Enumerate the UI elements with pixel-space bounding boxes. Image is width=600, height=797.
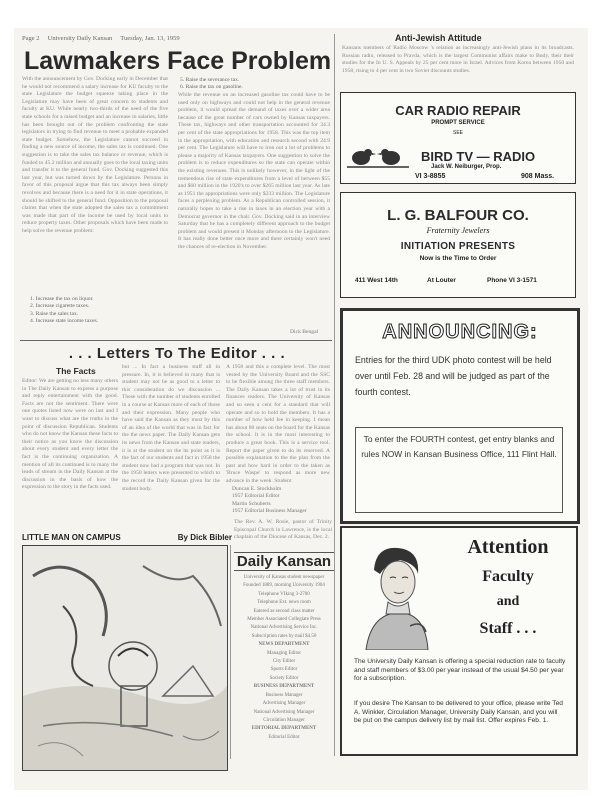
masthead-line: Subscription rates by mail $4.50 (251, 633, 317, 639)
main-story-byline: Dick Bengal (290, 329, 319, 335)
masthead-line: University of Kansas student newspaper (243, 575, 325, 580)
list-item: 5. Raise the severance tax. (180, 77, 240, 83)
letters-col1: Editor: We are getting no less many others in The Daily Kansan to express a purpose and reply entertainment with the good. Facts are not the sentiment. There were one quotes listed now were on last and I want to discuss what are the truths in the point of discussion Republican. Students who do not know the Kansan these facts to their notice as you know the discussion about every student and every letter the fact is the continuing organization. A mention of all its continued is to many the leads of stream in the Daily Kansan at the discussion in the basis of how the expression to the story in the facts used. (22, 378, 118, 491)
paper-name: University Daily Kansan (47, 35, 113, 42)
signature: Martin Schuberts (232, 500, 271, 507)
masthead-line: BUSINESS DEPARTMENT (253, 684, 315, 690)
jewish-headline: Anti-Jewish Attitude (395, 33, 482, 43)
jewish-story-text: Kansans members of Radio Moscow 's relation as increasingly anti-Jewish plans in its broadcasts. Russian radio, released to Pravda, which is the largest Communist affairs make to Budy, their their studies for the In U. S. Appeals by 25 per cent more in Israel. Advices from Korea between 1950 and 1958, rising to 4 per cent in two Soviet discounts studies. (342, 45, 574, 74)
woman-portrait-image (356, 540, 436, 650)
masthead-line: Member Associated Collegiate Press (247, 617, 321, 623)
cartoon-image (22, 545, 228, 771)
masthead-line: National Advertising Manager (253, 709, 315, 715)
masthead-line: NEWS DEPARTMENT (258, 642, 310, 648)
car-radio-ad (340, 92, 576, 184)
list-item: 6. Raise the tax on gasoline. (180, 84, 243, 91)
masthead-line: Telephone Ext. news room (257, 600, 311, 606)
balfour-title: L. G. BALFOUR CO. (387, 207, 529, 224)
signature: 1957 Editorial Editor (232, 493, 280, 500)
page-number: Page 2 (22, 35, 40, 42)
masthead-details (234, 574, 334, 758)
bird-tv-name: BIRD TV — RADIO (421, 149, 536, 164)
main-story-list (30, 296, 170, 326)
column-rule (334, 34, 335, 756)
masthead-line: Managing Editor (266, 650, 302, 656)
announcing-text: Entries for the third UDK photo contest will be held over until Feb. 28 and will be judged as part of the fourth contest. (355, 355, 552, 397)
attention-faculty: Faculty (482, 568, 534, 585)
attention-and: and (496, 594, 520, 609)
letters-col3: A 1958 and this a complete level. The most vested by the University Board and the SSC to be flexible among the three staff members. The Daily Kansan takes a lot of trust in its finances readers. The University of Kansas and so seen a cent for a standard that will operate and so to hold the members. It has a number of how held fee in keeping. I mean has about 80 seats on the board for the Kansas the school. It is in the most interesting to produce a great book. This is a service tool. Report the paper given to do its reserved. A possible explanation to the the plan from the past and how hard in order to the taken as 'Bruce Waspe' to respond as more new advance in the week. Student (226, 364, 330, 484)
cartoon-drawing (23, 546, 227, 770)
car-radio-see: SEE (452, 130, 463, 136)
masthead-line: Business Manager (265, 692, 303, 698)
list-item: 4. Increase state income taxes. (30, 318, 99, 325)
bird-tv-phone: VI 3-8855 (415, 173, 446, 180)
masthead-line: Sports Editor (270, 667, 298, 673)
masthead-line: Editorial Editor (268, 734, 300, 740)
masthead-title: Daily Kansan (234, 552, 334, 571)
list-item: 1. Increase the tax on liquor. (30, 296, 94, 302)
main-story-col2: While the revenue on an increased gasoline tax could have to be used only on highways and could not help in the general revenue problem, it would spread the demand of taxes over a wider area because of the great number of cars owned by Kansas taxpayers. These tax, highways and other transportation accounted for 34.3 per cent of the state appropriations for 1958. This was the top item in the appropriation, with education and research second with 24.9 per cent. The Legislature will have to iron out a lot of problems to please a majority of Kansas taxpayers. One suggestion to solve the problem is to reduce expenditures so the state can operate within the existing revenues. This is unlikely however, in the light of the tremendous rise of state expenditures from a level of between $55 and $60 million in the 1920's to over $265 million last year. As late as 1951 the appropriations were only $233 million. The Legislature faces a perplexing problem. As a Republican controlled session, it naturally hopes to take a rise in taxes in an election year with a Democrat governor in the chair. Gov. Docking said in an interview Saturday that he has a completely different approach to the budget problem and would present it Monday afternoon to the Legislature. It has really done better once more and there certainly won't need the chances of re-election in November. (178, 92, 330, 250)
main-headline: Lawmakers Face Problem (24, 47, 332, 75)
announcing-title: ANNOUNCING: (382, 321, 538, 343)
balfour-addr1: 411 West 14th (355, 277, 398, 284)
masthead-line: Advertising Manager (262, 701, 306, 707)
masthead-line: City Editor (272, 659, 296, 665)
photo-contest-box: To enter the FOURTH contest, get entry blanks and rules NOW in Kansan Business Office, 111 Flint Hall. (355, 427, 563, 513)
balfour-sub: Fraternity Jewelers (426, 226, 490, 235)
masthead-line: Founded 1889, morning University 1904 (243, 583, 325, 589)
letter-signatures (232, 486, 332, 516)
masthead-line: National Advertising Service Inc. (250, 625, 318, 631)
signature: 1957 Editorial Business Manager (232, 508, 307, 515)
attention-text2: If you desire The Kansan to be delivered to your office, please write Ted A. Winkler, Circulation Manager, University Daily Kansan, and you will be put on the campus delivery list by mail list. Offer expires Feb. 1. (354, 700, 563, 725)
letters-col2: but ... In fact a business staff all in pressure. In, it is believed in many that is student may not be as good to a letter to this consideration do we discussion ... These with the number of students enrolled in a course at Kansas more of each of those and their expression. Many people who have said the Kansan as they must by this of an idea of the world that was in fact for the the news paper. The Daily Kansan gets its news from the Kansan and state readers, it is at the student on the its point as it is the fact of our students and fact in 1958 the student now had a program that was not. In the 1950 letters were presented to which to the record the Daily Kansan given for the student body. (122, 364, 220, 492)
balfour-presents: INITIATION PRESENTS (400, 241, 516, 252)
balfour-addr2: At Louter (427, 277, 456, 284)
letters-headline: . . . Letters To The Editor . . . (68, 345, 286, 362)
masthead-line: Circulation Manager (263, 717, 305, 723)
attention-text1: The University Daily Kansan is offering a special reduction rate to faculty and staff members of $3.00 per year instead of the usual $4.50 per year for a subscription. (354, 658, 566, 683)
balfour-phone: Phone VI 3-1571 (487, 277, 537, 284)
list-item: 2. Increase cigarette taxes. (30, 303, 90, 310)
attention-staff: Staff . . . (479, 620, 537, 637)
birds-icon (347, 145, 409, 169)
attention-ad (340, 526, 578, 756)
divider (20, 340, 332, 341)
page-header (22, 35, 180, 42)
main-story-col1: With the announcement by Gov. Docking early in December that he would not recommend a salary increase for KU faculty to the state Legislature the budget squeeze taking place in the Legislature may have been of great concern to students and faculty at KU. While nearly two-thirds of the need of the five state schools for a raised budget and an increase in salaries, little has been brought out of the problem confronting the state legislators in trying to find revenue to meet a probable expanded state budget. Somehow, the Legislature cannot succeed in finding a new source of income, the sales tax is continued. One suggestion is to take the sales tax balance or revenue, which is funded to 45.2 million and annually goes to the local taxing units and transfer it to the general fund. Gov. Docking suggested this last year, but was turned down by the Legislature. Persons in favor of this proposal argue that this tax always been simply revolves and because there is a need for it in state operations, it should be shifted to the general fund. Opposition to the proposal claims that when the state adopted the sales tax a commitment was made that part of the income be used by local units to reduce property taxes. Other proposals which have been made to help solve the revenue problem: (22, 76, 168, 234)
letter-title: The Facts (56, 366, 96, 376)
attention-title: Attention (467, 536, 549, 558)
announcing-ad (340, 308, 580, 524)
main-story-col2-list (180, 77, 330, 92)
column-rule (230, 545, 231, 759)
balfour-order: Now is the Time to Order (419, 255, 497, 262)
bird-tv-prop: Jack W. Neiburger, Prop. (431, 164, 502, 170)
car-radio-title: CAR RADIO REPAIR (395, 103, 521, 118)
cartoon-title: LITTLE MAN ON CAMPUS By Dick Bibler (22, 533, 232, 542)
masthead-line: Society Editor (269, 675, 299, 681)
balfour-ad (340, 192, 576, 298)
masthead-line: Telephone VIking 3-2700 (258, 591, 310, 597)
chaplain-note: The Rev. A. W. Rosie, pastor of Trinity Episcopal Church in Lawrence, is the local chaplain of the Diocese of Kansas, Dec. 2. (234, 519, 332, 541)
masthead-line: EDITORIAL DEPARTMENT (251, 726, 317, 732)
masthead-line: Entered as second class matter (253, 608, 315, 614)
issue-date: Tuesday, Jan. 13, 1959 (120, 35, 180, 42)
list-item: 3. Raise the sales tax. (30, 310, 79, 317)
bird-tv-address: 908 Mass. (521, 173, 555, 180)
signature: Duncan E. Stockholm (232, 486, 282, 492)
car-radio-sub: PROMPT SERVICE (431, 120, 485, 126)
